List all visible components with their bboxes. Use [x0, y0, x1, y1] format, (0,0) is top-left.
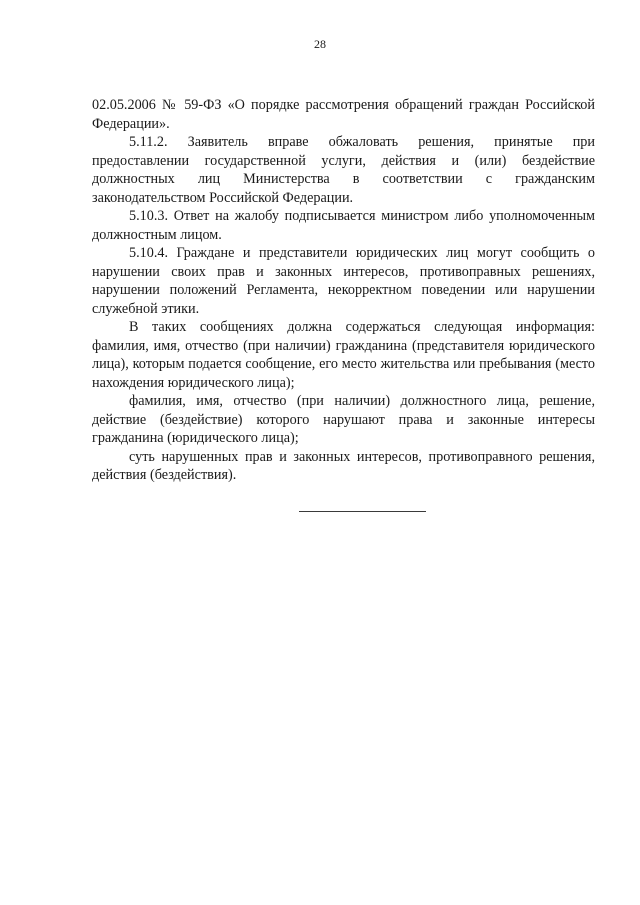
- page-number: 28: [314, 37, 326, 51]
- document-body: [92, 96, 595, 485]
- paragraph-official-info: фамилия, имя, отчество (при наличии) должностного лица, решение, действие (бездействие) которого нарушают права и законные интересы гражданина (юридического лица);: [92, 393, 595, 446]
- paragraph-message-contents: В таких сообщениях должна содержаться следующая информация: фамилия, имя, отчество (при наличии) гражданина (представителя юридического лица), которым подается сообщение, его место жительства или пребывания (место нахождения юридического лица);: [92, 319, 595, 391]
- paragraph-5-11-2: 5.11.2. Заявитель вправе обжаловать решения, принятые при предоставлении государственной услуги, действия и (или) бездействие должностных лиц Министерства в соответствии с гражданским законодательством Российской Федерации.: [92, 134, 595, 206]
- paragraph-5-10-3: 5.10.3. Ответ на жалобу подписывается министром либо уполномоченным должностным лицом.: [92, 208, 595, 243]
- paragraph-law-reference: 02.05.2006 № 59-ФЗ «О порядке рассмотрения обращений граждан Российской Федерации».: [92, 97, 595, 132]
- end-separator-line: [299, 511, 426, 512]
- paragraph-violation-essence: суть нарушенных прав и законных интересов, противоправного решения, действия (бездействия).: [92, 448, 595, 483]
- paragraph-5-10-4: 5.10.4. Граждане и представители юридических лиц могут сообщить о нарушении своих прав и законных интересов, противоправных решениях, нарушении положений Регламента, некорректном поведении или нарушении служебной этики.: [92, 245, 595, 317]
